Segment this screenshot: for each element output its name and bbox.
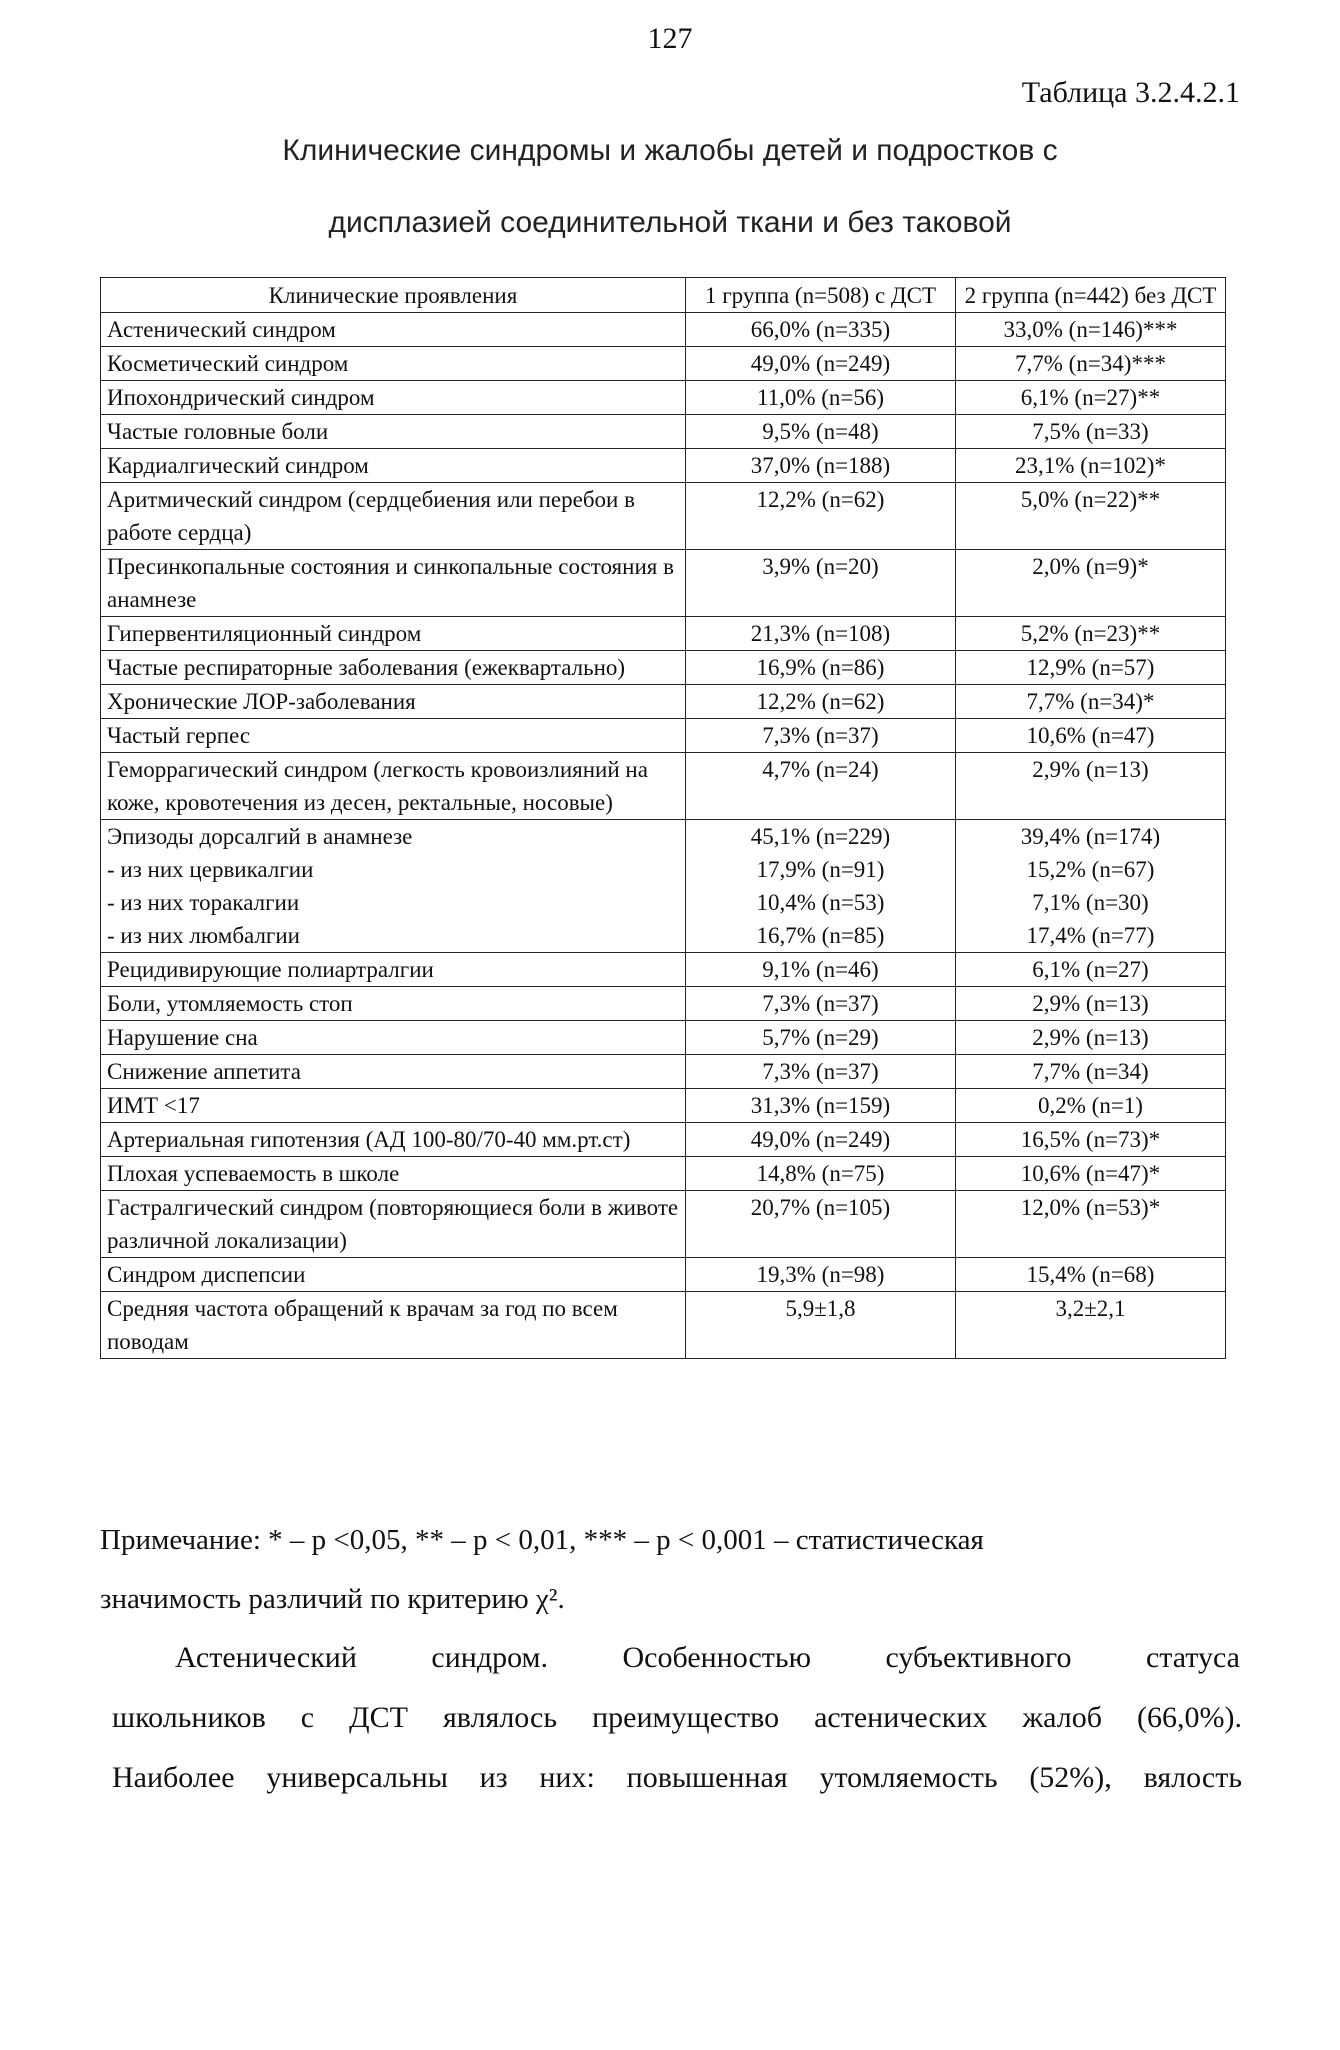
row-group-1-cell: 11,0% (n=56) [686, 381, 956, 415]
paragraph-line-1: Астенический синдром. Особенностью субъективного статуса [175, 1641, 1240, 1674]
row-group-1-cell: 66,0% (n=335) [686, 313, 956, 347]
row-name-cell: Эпизоды дорсалгий в анамнезе - из них цервикалгии - из них торакалгии - из них люмбалгии [101, 820, 686, 953]
row-name-cell: Средняя частота обращений к врачам за год по всем поводам [101, 1292, 686, 1359]
row-group-1-cell: 21,3% (n=108) [686, 617, 956, 651]
row-group-2-cell: 7,7% (n=34)*** [956, 347, 1226, 381]
row-name-cell: Ипохондрический синдром [101, 381, 686, 415]
table-row [101, 381, 1226, 415]
table-row [101, 1089, 1226, 1123]
row-group-1-cell: 49,0% (n=249) [686, 347, 956, 381]
row-group-2-cell: 2,0% (n=9)* [956, 550, 1226, 617]
table-row [101, 313, 1226, 347]
row-group-2-cell: 12,9% (n=57) [956, 651, 1226, 685]
row-name-cell: Геморрагический синдром (легкость кровоизлияний на коже, кровотечения из десен, ректальные, носовые) [101, 753, 686, 820]
table-row [101, 820, 1226, 953]
row-group-1-cell: 16,9% (n=86) [686, 651, 956, 685]
row-group-1-cell: 31,3% (n=159) [686, 1089, 956, 1123]
table-row [101, 953, 1226, 987]
paragraph-line-3: Наиболее универсальны из них: повышенная утомляемость (52%), вялость [112, 1761, 1242, 1794]
table-row [101, 1157, 1226, 1191]
row-group-1-cell: 7,3% (n=37) [686, 719, 956, 753]
table-caption-line-1: Клинические синдромы и жалобы детей и подростков с [282, 134, 1058, 167]
row-group-1-cell: 7,3% (n=37) [686, 987, 956, 1021]
table-row [101, 550, 1226, 617]
row-group-2-cell: 3,2±2,1 [956, 1292, 1226, 1359]
table-row [101, 1191, 1226, 1258]
table-row [101, 753, 1226, 820]
row-name-cell: Пресинкопальные состояния и синкопальные состояния в анамнезе [101, 550, 686, 617]
row-name-cell: Гастралгический синдром (повторяющиеся боли в животе различной локализации) [101, 1191, 686, 1258]
row-group-1-cell: 4,7% (n=24) [686, 753, 956, 820]
row-name-cell: Артериальная гипотензия (АД 100-80/70-40 мм.рт.ст) [101, 1123, 686, 1157]
row-name-cell: Рецидивирующие полиартралгии [101, 953, 686, 987]
row-group-2-cell: 16,5% (n=73)* [956, 1123, 1226, 1157]
header-clinical-manifestations: Клинические проявления [101, 278, 686, 313]
row-group-1-cell: 12,2% (n=62) [686, 685, 956, 719]
row-group-1-cell: 49,0% (n=249) [686, 1123, 956, 1157]
table-row [101, 719, 1226, 753]
table-row [101, 1292, 1226, 1359]
paragraph-line-2: школьников с ДСТ являлось преимущество астенических жалоб (66,0%). [112, 1701, 1242, 1734]
row-group-2-cell: 7,7% (n=34) [956, 1055, 1226, 1089]
row-group-2-cell: 10,6% (n=47) [956, 719, 1226, 753]
row-group-1-cell: 45,1% (n=229) 17,9% (n=91) 10,4% (n=53) 16,7% (n=85) [686, 820, 956, 953]
row-group-2-cell: 5,2% (n=23)** [956, 617, 1226, 651]
row-group-2-cell: 2,9% (n=13) [956, 987, 1226, 1021]
row-group-1-cell: 5,7% (n=29) [686, 1021, 956, 1055]
table-row [101, 1021, 1226, 1055]
row-name-cell: Снижение аппетита [101, 1055, 686, 1089]
table-row [101, 483, 1226, 550]
row-name-cell: Плохая успеваемость в школе [101, 1157, 686, 1191]
row-name-cell: Кардиалгический синдром [101, 449, 686, 483]
row-group-2-cell: 33,0% (n=146)*** [956, 313, 1226, 347]
clinical-syndromes-table [100, 277, 1226, 1359]
row-name-cell: Синдром диспепсии [101, 1258, 686, 1292]
row-group-1-cell: 9,1% (n=46) [686, 953, 956, 987]
row-group-1-cell: 3,9% (n=20) [686, 550, 956, 617]
row-group-2-cell: 15,4% (n=68) [956, 1258, 1226, 1292]
row-name-cell: Астенический синдром [101, 313, 686, 347]
row-group-2-cell: 7,7% (n=34)* [956, 685, 1226, 719]
row-name-cell: Боли, утомляемость стоп [101, 987, 686, 1021]
row-group-1-cell: 20,7% (n=105) [686, 1191, 956, 1258]
row-group-2-cell: 6,1% (n=27) [956, 953, 1226, 987]
table-note: Примечание: * – р <0,05, ** – р < 0,01, *** – р < 0,001 – статистическая [100, 1524, 984, 1556]
row-group-1-cell: 12,2% (n=62) [686, 483, 956, 550]
header-group-1: 1 группа (n=508) с ДСТ [686, 278, 956, 313]
table-label: Таблица 3.2.4.2.1 [1021, 76, 1240, 109]
table-row [101, 449, 1226, 483]
table-row [101, 617, 1226, 651]
row-group-2-cell: 12,0% (n=53)* [956, 1191, 1226, 1258]
table-row [101, 651, 1226, 685]
table-caption-line-2: дисплазией соединительной ткани и без таковой [328, 206, 1012, 239]
table-row [101, 1123, 1226, 1157]
row-name-cell: Частый герпес [101, 719, 686, 753]
table-row [101, 1055, 1226, 1089]
row-name-cell: ИМТ <17 [101, 1089, 686, 1123]
row-group-1-cell: 19,3% (n=98) [686, 1258, 956, 1292]
row-group-2-cell: 6,1% (n=27)** [956, 381, 1226, 415]
row-group-1-cell: 9,5% (n=48) [686, 415, 956, 449]
table-body [101, 313, 1226, 1359]
row-group-2-cell: 0,2% (n=1) [956, 1089, 1226, 1123]
row-name-cell: Косметический синдром [101, 347, 686, 381]
row-group-1-cell: 37,0% (n=188) [686, 449, 956, 483]
table-row [101, 1258, 1226, 1292]
row-group-2-cell: 2,9% (n=13) [956, 753, 1226, 820]
row-group-2-cell: 5,0% (n=22)** [956, 483, 1226, 550]
row-group-1-cell: 7,3% (n=37) [686, 1055, 956, 1089]
header-group-2: 2 группа (n=442) без ДСТ [956, 278, 1226, 313]
row-group-2-cell: 10,6% (n=47)* [956, 1157, 1226, 1191]
row-group-1-cell: 5,9±1,8 [686, 1292, 956, 1359]
table-row [101, 347, 1226, 381]
table-note-significance: значимость различий по критерию χ². [100, 1583, 565, 1615]
row-name-cell: Гипервентиляционный синдром [101, 617, 686, 651]
page-number: 127 [647, 22, 693, 55]
table-header-row [101, 278, 1226, 313]
table-row [101, 415, 1226, 449]
row-name-cell: Частые респираторные заболевания (ежеквартально) [101, 651, 686, 685]
row-group-2-cell: 7,5% (n=33) [956, 415, 1226, 449]
table-row [101, 987, 1226, 1021]
row-group-2-cell: 23,1% (n=102)* [956, 449, 1226, 483]
row-group-2-cell: 39,4% (n=174) 15,2% (n=67) 7,1% (n=30) 17,4% (n=77) [956, 820, 1226, 953]
row-group-2-cell: 2,9% (n=13) [956, 1021, 1226, 1055]
row-name-cell: Аритмический синдром (сердцебиения или перебои в работе сердца) [101, 483, 686, 550]
table-row [101, 685, 1226, 719]
row-group-1-cell: 14,8% (n=75) [686, 1157, 956, 1191]
row-name-cell: Хронические ЛОР-заболевания [101, 685, 686, 719]
row-name-cell: Частые головные боли [101, 415, 686, 449]
row-name-cell: Нарушение сна [101, 1021, 686, 1055]
